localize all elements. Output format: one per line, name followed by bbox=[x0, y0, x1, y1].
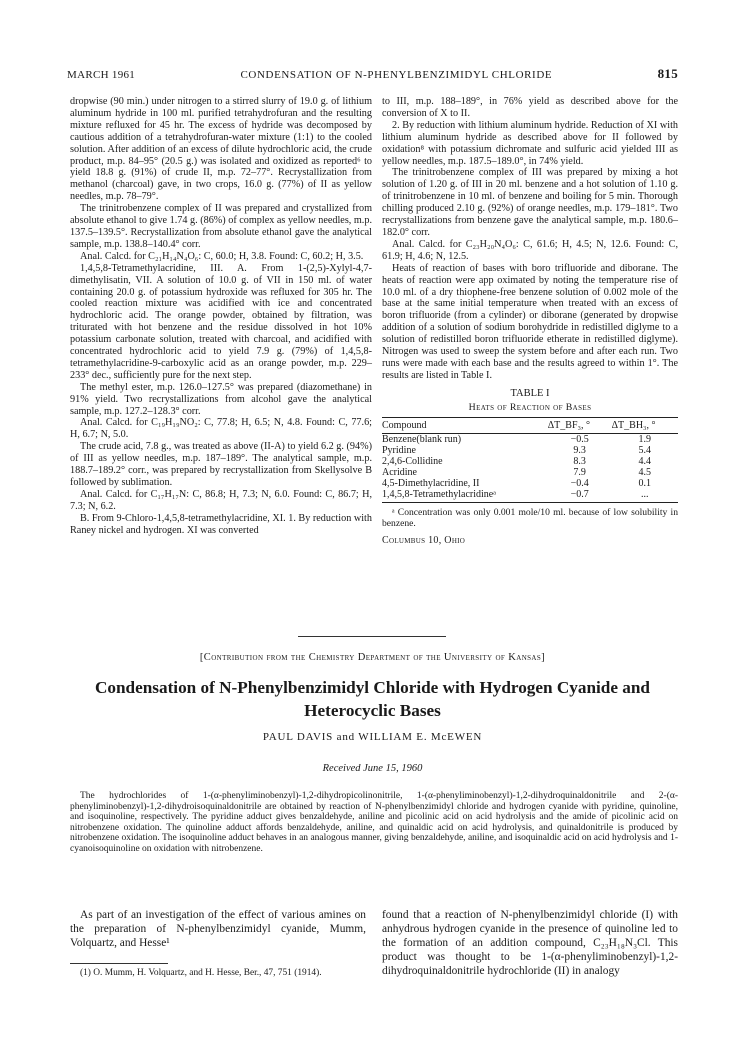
analysis-line: Anal. Calcd. for C₂₁H₁₄N₄O₆: C, 60.0; H, 3.8. Found: C, 60.2; H, 3.5. bbox=[80, 250, 364, 262]
table-cell: 0.1 bbox=[638, 478, 652, 490]
table-cell: −0.4 bbox=[570, 478, 589, 490]
table-header-cell: ΔT_BH₃, ° bbox=[612, 417, 678, 434]
table-row bbox=[382, 478, 678, 489]
heats-table bbox=[382, 417, 678, 504]
paragraph: 1,4,5,8-Tetramethylacridine, III. A. From 1-(2,5)-Xylyl-4,7-dimethylisatin, VII. A solution of 10.0 g. of VII in 150 ml. of water containing 20.0 g. of potassium hydroxide was refluxed for 305 hr. The cooled reaction mixture was acidified with ice and concentrated hydrochloric acid. The orange powder, obtained by filtration, was triturated with hot benzene and the residue dissolved in hot 10% potassium carbonate solution, treated with charcoal, and acidified with concentrated hydrochloric acid to yield 7.9 g. (79%) of 1,4,5,8-tetramethylacridine-9-carboxylic acid as an orange powder, m.p. 229–233° dec., sufficiently pure for the next step. bbox=[70, 262, 372, 381]
section-divider bbox=[298, 636, 446, 637]
table-cell: 9.3 bbox=[573, 445, 586, 457]
analysis-line: Anal. Calcd. for C₂₃H₂₀N₄O₆: C, 61.6; H, 4.5; N, 12.6. Found: C, 61.9; H, 4.6; N, 12.5. bbox=[382, 238, 678, 262]
body-right-column bbox=[382, 908, 678, 978]
analysis-line: Anal. Calcd. for C₁₉H₁₉NO₂: C, 77.8; H, 6.5; N, 4.8. Found: C, 77.6; H, 6.7; N, 5.0. bbox=[70, 417, 372, 441]
header-date: MARCH 1961 bbox=[67, 69, 136, 81]
table-cell: 4,5-Dimethylacridine, II bbox=[382, 478, 480, 490]
table-row bbox=[382, 434, 678, 446]
table-cell: 2,4,6-Collidine bbox=[382, 456, 443, 468]
article-authors: PAUL DAVIS and WILLIAM E. McEWEN bbox=[262, 731, 483, 743]
table-row bbox=[382, 445, 678, 456]
table-cell: ... bbox=[612, 489, 678, 503]
intro-paragraph: As part of an investigation of the effect of various amines on the preparation of N-phenylbenzimidyl cyanide, Mumm, Volquartz, and Hesse¹ bbox=[70, 909, 366, 949]
table-cell: 5.4 bbox=[638, 445, 652, 457]
table-cell: 8.3 bbox=[573, 456, 586, 468]
table-cell: Benzene(blank run) bbox=[382, 434, 462, 446]
paragraph: Heats of reaction of bases with boro trifluoride and diborane. The heats of reaction were app oximated by noting the temperature rise of 10.0 ml. of a dry thiophene-free benzene solution of 0.002 mole of the base at the same initial temperature when treated with an excess of boron trifluoride (from a cylinder) or diborane (generated by dropwise addition of a solution of sodium borohydride in redistilled diglyme to a solution of redistilled boron trifluoride etherate in redistilled diglyme). Nitrogen was used to sweep the system before and after each run. Two runs were made with each base and the results agreed to within 1°. The results are listed in Table I. bbox=[382, 262, 678, 381]
paragraph: to III, m.p. 188–189°, in 76% yield as described above for the conversion of X to II. bbox=[382, 96, 678, 119]
table-cell: Pyridine bbox=[382, 445, 416, 457]
table-row bbox=[382, 489, 678, 503]
footnote-rule bbox=[70, 963, 168, 964]
table-header-cell: ΔT_BF₃, ° bbox=[548, 417, 612, 434]
page-number: 815 bbox=[657, 66, 678, 81]
contribution-line: [Contribution from the Chemistry Department of the University of Kansas] bbox=[199, 652, 546, 663]
table-cell: 4.5 bbox=[638, 467, 652, 479]
institution-location: Columbus 10, Ohio bbox=[382, 535, 466, 547]
table-cell: 1.9 bbox=[638, 434, 652, 446]
paragraph: 2. By reduction with lithium aluminum hydride. Reduction of XI with lithium aluminum hydride as described above for II followed by oxidation⁸ with potassium dichromate and sulfuric acid yielded III as yellow needles, m.p. 187.5–189.0°, in 74% yield. bbox=[382, 119, 678, 167]
paragraph: The trinitrobenzene complex of III was prepared by mixing a hot solution of 1.20 g. of III in 20 ml. benzene and a hot solution of 1.10 g. of trinitrobenzene in 10 ml. of benzene and boiling for 5 min. Thorough chilling produced 2.10 g. (92%) of orange needles, m.p. 179–181°. Two recrystallizations from benzene gave the analytical sample, m.p. 180.6–182.0° corr. bbox=[382, 167, 678, 238]
table-subtitle: Heats of Reaction of Bases bbox=[468, 401, 592, 413]
header-running-title: CONDENSATION OF N-PHENYLBENZIMIDYL CHLORIDE bbox=[240, 69, 553, 81]
table-header-cell: Compound bbox=[382, 417, 548, 434]
paragraph: The crude acid, 7.8 g., was treated as above (II-A) to yield 6.2 g. (94%) of III as yellow needles, m.p. 187–189°. The analytical sample, m.p. 188.7–189.2° corr., was prepared by recrystallization from Skellysolve B followed by sublimation. bbox=[70, 441, 372, 488]
table-row bbox=[382, 456, 678, 467]
table-cell: −0.7 bbox=[548, 489, 612, 503]
body-left-column bbox=[70, 908, 366, 950]
reference-footnote: (1) O. Mumm, H. Volquartz, and H. Hesse, Ber., 47, 751 (1914). bbox=[80, 968, 322, 978]
paragraph: dropwise (90 min.) under nitrogen to a stirred slurry of 19.0 g. of lithium aluminum hydride in 100 ml. purified tetrahydrofuran and the resulting mixture refluxed for 45 hr. The excess of hydride was decomposed by cautious addition of a tetrahydrofuran-water mixture (1:1) to the cooled solution. After addition of an excess of dilute hydrochloric acid, the crude product, m.p. 84–95° (20.5 g.) was isolated and oxidized as reported⁶ to yield 18.8 g. (91%) of crude II, m.p. 72–77°. Recrystallization from methanol (charcoal) gave, in two crops, 16.0 g. (77%) of II as yellow needles, m.p. 78–79°. bbox=[70, 96, 372, 203]
abstract: The hydrochlorides of 1-(α-phenyliminobenzyl)-1,2-dihydropicolinonitrile, 1-(α-phenyliminobenzyl)-1,2-dihydroquinaldonitrile and 2-(α-phenyliminobenzyl)-1,2-dihydroisoquinaldonitrile are obtained by reaction of N-phenylbenzimidyl chloride and hydrogen cyanide with pyridine, quinoline, and isoquinoline, respectively. The pyridine adduct gives benzaldehyde, aniline and picolinic acid on acid hydrolysis and the amide of picolinic acid on nitrobenzene oxidation. The quinoline adduct affords benzaldehyde, aniline, and quinaldic acid on acid hydrolysis, and quinaldonitrile is produced by nitrobenzene oxidation. The isoquinoline adduct behaves in an analogous manner, giving benzaldehyde, aniline, and isoquinaldic acid on acid hydrolysis and 1-cyanoisoquinoline on oxidation with nitrobenzene. bbox=[70, 791, 678, 854]
table-cell: 4.4 bbox=[638, 456, 652, 468]
table-title: TABLE I bbox=[510, 387, 550, 399]
intro-paragraph-continued: found that a reaction of N-phenylbenzimidyl chloride (I) with anhydrous hydrogen cyanide in the presence of quinoline led to the formation of an addition compound, C₂₃H₁₈N₃Cl. This product was thought to be 1-(α-phenyliminobenzyl)-1,2-dihydroquinaldonitrile hydrochloride (II) in analogy bbox=[382, 909, 678, 977]
table-cell: −0.5 bbox=[570, 434, 589, 446]
analysis-line: Anal. Calcd. for C₁₇H₁₇N: C, 86.8; H, 7.3; N, 6.0. Found: C, 86.7; H, 7.3; N, 6.2. bbox=[70, 488, 372, 512]
right-column bbox=[382, 96, 678, 547]
table-cell: 7.9 bbox=[573, 467, 586, 479]
received-date: Received June 15, 1960 bbox=[322, 763, 423, 774]
article-title: Condensation of N-Phenylbenzimidyl Chloride with Hydrogen Cyanide and Heterocyclic Bases bbox=[94, 678, 650, 720]
table-cell: 1,4,5,8-Tetramethylacridineᵃ bbox=[382, 489, 548, 503]
left-column bbox=[70, 96, 372, 537]
paragraph: The trinitrobenzene complex of II was prepared and crystallized from absolute ethanol to give 1.74 g. (86%) of complex as yellow needles, m.p. 137.5–139.5°. Recrystallization from absolute ethanol gave the analytical sample, m.p. 138.8–140.4° corr. bbox=[70, 203, 372, 250]
paragraph: B. From 9-Chloro-1,4,5,8-tetramethylacridine, XI. 1. By reduction with Raney nickel and hydrogen. XI was converted bbox=[70, 512, 372, 536]
table-cell: Acridine bbox=[382, 467, 417, 479]
table-footnote: ᵃ Concentration was only 0.001 mole/10 ml. because of low solubility in benzene. bbox=[382, 507, 678, 530]
table-header-row bbox=[382, 417, 678, 434]
running-header bbox=[67, 66, 678, 82]
table-row bbox=[382, 467, 678, 478]
paragraph: The methyl ester, m.p. 126.0–127.5° was prepared (diazomethane) in 91% yield. Two recrystallizations from alcohol gave the analytical sample, m.p. 127.2–128.3° corr. bbox=[70, 381, 372, 417]
